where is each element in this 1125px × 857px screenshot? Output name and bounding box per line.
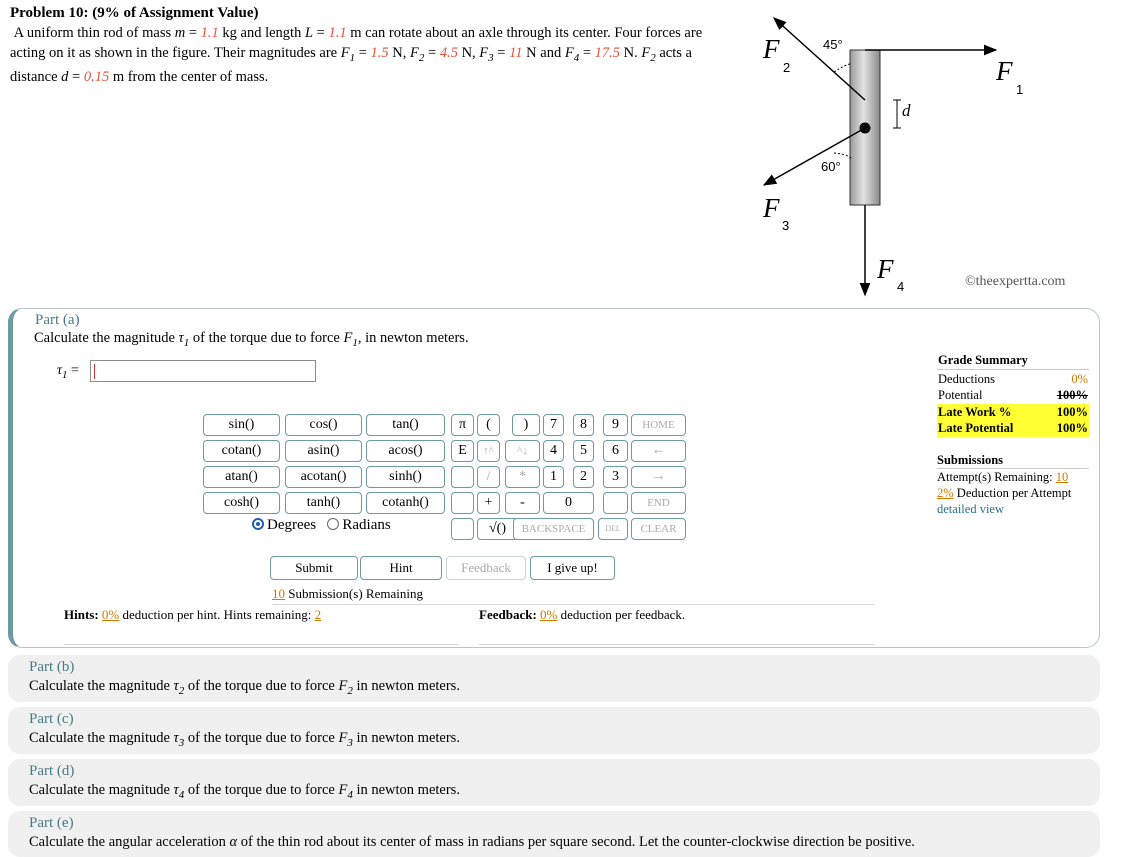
hint-button[interactable]: Hint [360, 556, 442, 580]
key-decimal[interactable] [603, 492, 628, 514]
f4-value: 17.5 [594, 44, 620, 61]
key-4[interactable]: 4 [543, 440, 564, 462]
attempts-remaining: Attempt(s) Remaining: 10 [937, 470, 1069, 484]
give-up-button[interactable]: I give up! [530, 556, 615, 580]
key-subscript[interactable]: ^↓ [505, 440, 540, 462]
axle-point [860, 123, 871, 134]
part-b-label: Part (b) [29, 659, 75, 675]
part-d-label: Part (d) [29, 763, 75, 779]
late-potential-row: Late Potential 100% [938, 421, 1088, 435]
comma: , [402, 44, 411, 61]
distance-value: 0.15 [83, 68, 110, 85]
deductions-row: Deductions 0% [938, 371, 1088, 386]
answer-input[interactable] [90, 360, 316, 382]
key-backspace[interactable]: BACKSPACE [513, 518, 594, 540]
feedback-deduction: 0% [540, 607, 558, 622]
key-blank-3[interactable] [451, 518, 474, 540]
distance-symbol: d [61, 68, 69, 85]
key-cotan[interactable]: cotan() [203, 440, 280, 462]
part-a-question: Calculate the magnitude $\tau_1$ of the torque due to force $F_1$, in newton meters. [34, 330, 469, 349]
part-e-label: Part (e) [29, 815, 74, 831]
key-acotan[interactable]: acotan() [285, 466, 362, 488]
key-minus[interactable]: - [505, 492, 540, 514]
text-caret [94, 364, 95, 379]
angle-mode-group [252, 517, 391, 534]
part-b-panel[interactable] [8, 655, 1100, 702]
key-sqrt[interactable]: √() [477, 518, 518, 540]
key-cosh[interactable]: cosh() [203, 492, 280, 514]
equals: = [185, 25, 201, 41]
key-left-arrow[interactable]: ← [631, 440, 686, 462]
problem-text-4: N. [620, 44, 642, 61]
problem-statement [10, 24, 730, 87]
problem-text-2: kg and length [218, 25, 305, 41]
radians-label: Radians [342, 517, 391, 533]
mass-value: 1.1 [200, 25, 219, 41]
submit-button[interactable]: Submit [270, 556, 358, 580]
late-work-row: Late Work % 100% [938, 404, 1088, 419]
key-atan[interactable]: atan() [203, 466, 280, 488]
key-5[interactable]: 5 [573, 440, 594, 462]
key-home[interactable]: HOME [631, 414, 686, 436]
key-right-paren[interactable]: ) [512, 414, 540, 436]
key-tanh[interactable]: tanh() [285, 492, 362, 514]
angle-arc-bottom [834, 153, 851, 158]
key-superscript[interactable]: ↑^ [477, 440, 500, 462]
equals: = [579, 44, 595, 61]
part-e-question: Calculate the angular acceleration α of the thin rod about its center of mass in radians per square second. Let the counter-clockwise direction be positive. [29, 834, 915, 850]
key-asin[interactable]: asin() [285, 440, 362, 462]
problem-title: Problem 10: (9% of Assignment Value) [10, 5, 259, 21]
key-tan[interactable]: tan() [366, 414, 445, 436]
hints-deduction: 0% [101, 607, 120, 622]
f2-label-sub: 2 [783, 60, 791, 75]
angle-label-bottom: 60° [821, 159, 841, 174]
key-cos[interactable]: cos() [285, 414, 362, 436]
key-3[interactable]: 3 [603, 466, 628, 488]
grade-summary-title: Grade Summary [937, 352, 1089, 370]
key-delete[interactable]: DEL [598, 518, 628, 540]
angle-label-top: 45° [823, 37, 843, 52]
problem-text-1: A uniform thin rod of mass [13, 25, 175, 41]
key-pi[interactable]: π [451, 414, 474, 436]
f4-label-sub: 4 [897, 279, 905, 294]
submissions-count: 10 [272, 586, 285, 601]
degrees-label: Degrees [267, 517, 317, 533]
f1-label-sub: 1 [1016, 82, 1024, 97]
f4-label: F [877, 254, 894, 284]
f3-value: 11 [509, 44, 523, 61]
key-plus[interactable]: + [477, 492, 500, 514]
degrees-radio[interactable] [252, 518, 264, 530]
f3-label-sub: 3 [782, 218, 790, 233]
key-blank-2[interactable] [451, 492, 474, 514]
hints-info: Hints: 0% deduction per hint. Hints remaining: 2 [64, 607, 322, 622]
key-sin[interactable]: sin() [203, 414, 280, 436]
d-label: d [902, 101, 911, 120]
submissions-summary [937, 452, 1089, 517]
key-0[interactable]: 0 [543, 492, 594, 514]
key-clear[interactable]: CLEAR [631, 518, 686, 540]
key-left-paren[interactable]: ( [477, 414, 500, 436]
key-cotanh[interactable]: cotanh() [366, 492, 445, 514]
answer-label: $\tau_1$ = [57, 363, 79, 381]
key-7[interactable]: 7 [543, 414, 564, 436]
f4-symbol: $F_4$ [564, 44, 580, 64]
part-d-panel[interactable] [8, 759, 1100, 806]
deduction-per-attempt: 2% Deduction per Attempt [937, 486, 1072, 500]
part-a-label: Part (a) [35, 312, 80, 328]
force-diagram [750, 8, 1090, 303]
hints-remaining: 2 [314, 607, 322, 622]
equals: = [313, 25, 329, 41]
f2-symbol: $F_2$ [410, 44, 425, 64]
key-8[interactable]: 8 [573, 414, 594, 436]
part-c-question: Calculate the magnitude $\tau_3$ of the torque due to force $F_3$ in newton meters. [29, 730, 460, 749]
key-end[interactable]: END [631, 492, 686, 514]
f2-label: F [763, 34, 780, 64]
and-text: N and [522, 44, 565, 61]
problem-text-3: m can rotate about an axle through its center. Four forces are acting on it as shown in the figure. Their magnitudes are [10, 25, 703, 61]
grade-summary [937, 352, 1089, 437]
comma: , [472, 44, 480, 61]
submissions-remaining: 10 Submission(s) Remaining [272, 586, 423, 601]
problem-text-6: m from the center of mass. [109, 68, 269, 85]
divider [479, 644, 874, 645]
divider [272, 604, 874, 605]
key-2[interactable]: 2 [573, 466, 594, 488]
submissions-title: Submissions [937, 452, 1089, 469]
key-divide[interactable]: / [477, 466, 500, 488]
f1-label: F [996, 56, 1013, 86]
part-d-question: Calculate the magnitude $\tau_4$ of the torque due to force $F_4$ in newton meters. [29, 782, 460, 801]
part-e-panel[interactable] [8, 811, 1100, 857]
length-value: 1.1 [328, 25, 347, 41]
key-1[interactable]: 1 [543, 466, 564, 488]
equals: = [424, 44, 440, 61]
key-e[interactable]: E [451, 440, 474, 462]
unit: N [457, 44, 473, 61]
feedback-info: Feedback: 0% deduction per feedback. [479, 607, 686, 622]
part-b-question: Calculate the magnitude $\tau_2$ of the torque due to force $F_2$ in newton meters. [29, 678, 460, 697]
length-symbol: L [304, 25, 314, 41]
potential-row: Potential 100% [938, 388, 1088, 402]
unit: N [388, 44, 403, 61]
watermark: ©theexpertta.com [965, 274, 1066, 289]
equals: = [68, 68, 84, 85]
radians-radio[interactable] [327, 518, 339, 530]
f3-symbol: $F_3$ [479, 44, 494, 64]
f3-label: F [763, 193, 780, 223]
key-9[interactable]: 9 [603, 414, 628, 436]
key-acos[interactable]: acos() [366, 440, 445, 462]
mass-symbol: m [174, 25, 186, 41]
key-multiply[interactable]: * [505, 466, 540, 488]
detailed-view-link[interactable]: detailed view [937, 502, 1004, 516]
f2-value: 4.5 [439, 44, 458, 61]
equals: = [493, 44, 510, 61]
key-right-arrow[interactable]: → [631, 466, 686, 488]
angle-arc-top [834, 64, 851, 72]
key-6[interactable]: 6 [603, 440, 628, 462]
f2-symbol-ref: $F_2$ [641, 44, 656, 64]
part-c-label: Part (c) [29, 711, 74, 727]
problem-text-5: acts a distance [10, 44, 692, 85]
equals: = [355, 44, 371, 61]
feedback-button[interactable]: Feedback [446, 556, 526, 580]
part-c-panel[interactable] [8, 707, 1100, 754]
f1-symbol: $F_1$ [340, 44, 356, 64]
divider [64, 644, 458, 645]
key-blank-1[interactable] [451, 466, 474, 488]
key-sinh[interactable]: sinh() [366, 466, 445, 488]
f1-value: 1.5 [370, 44, 389, 61]
